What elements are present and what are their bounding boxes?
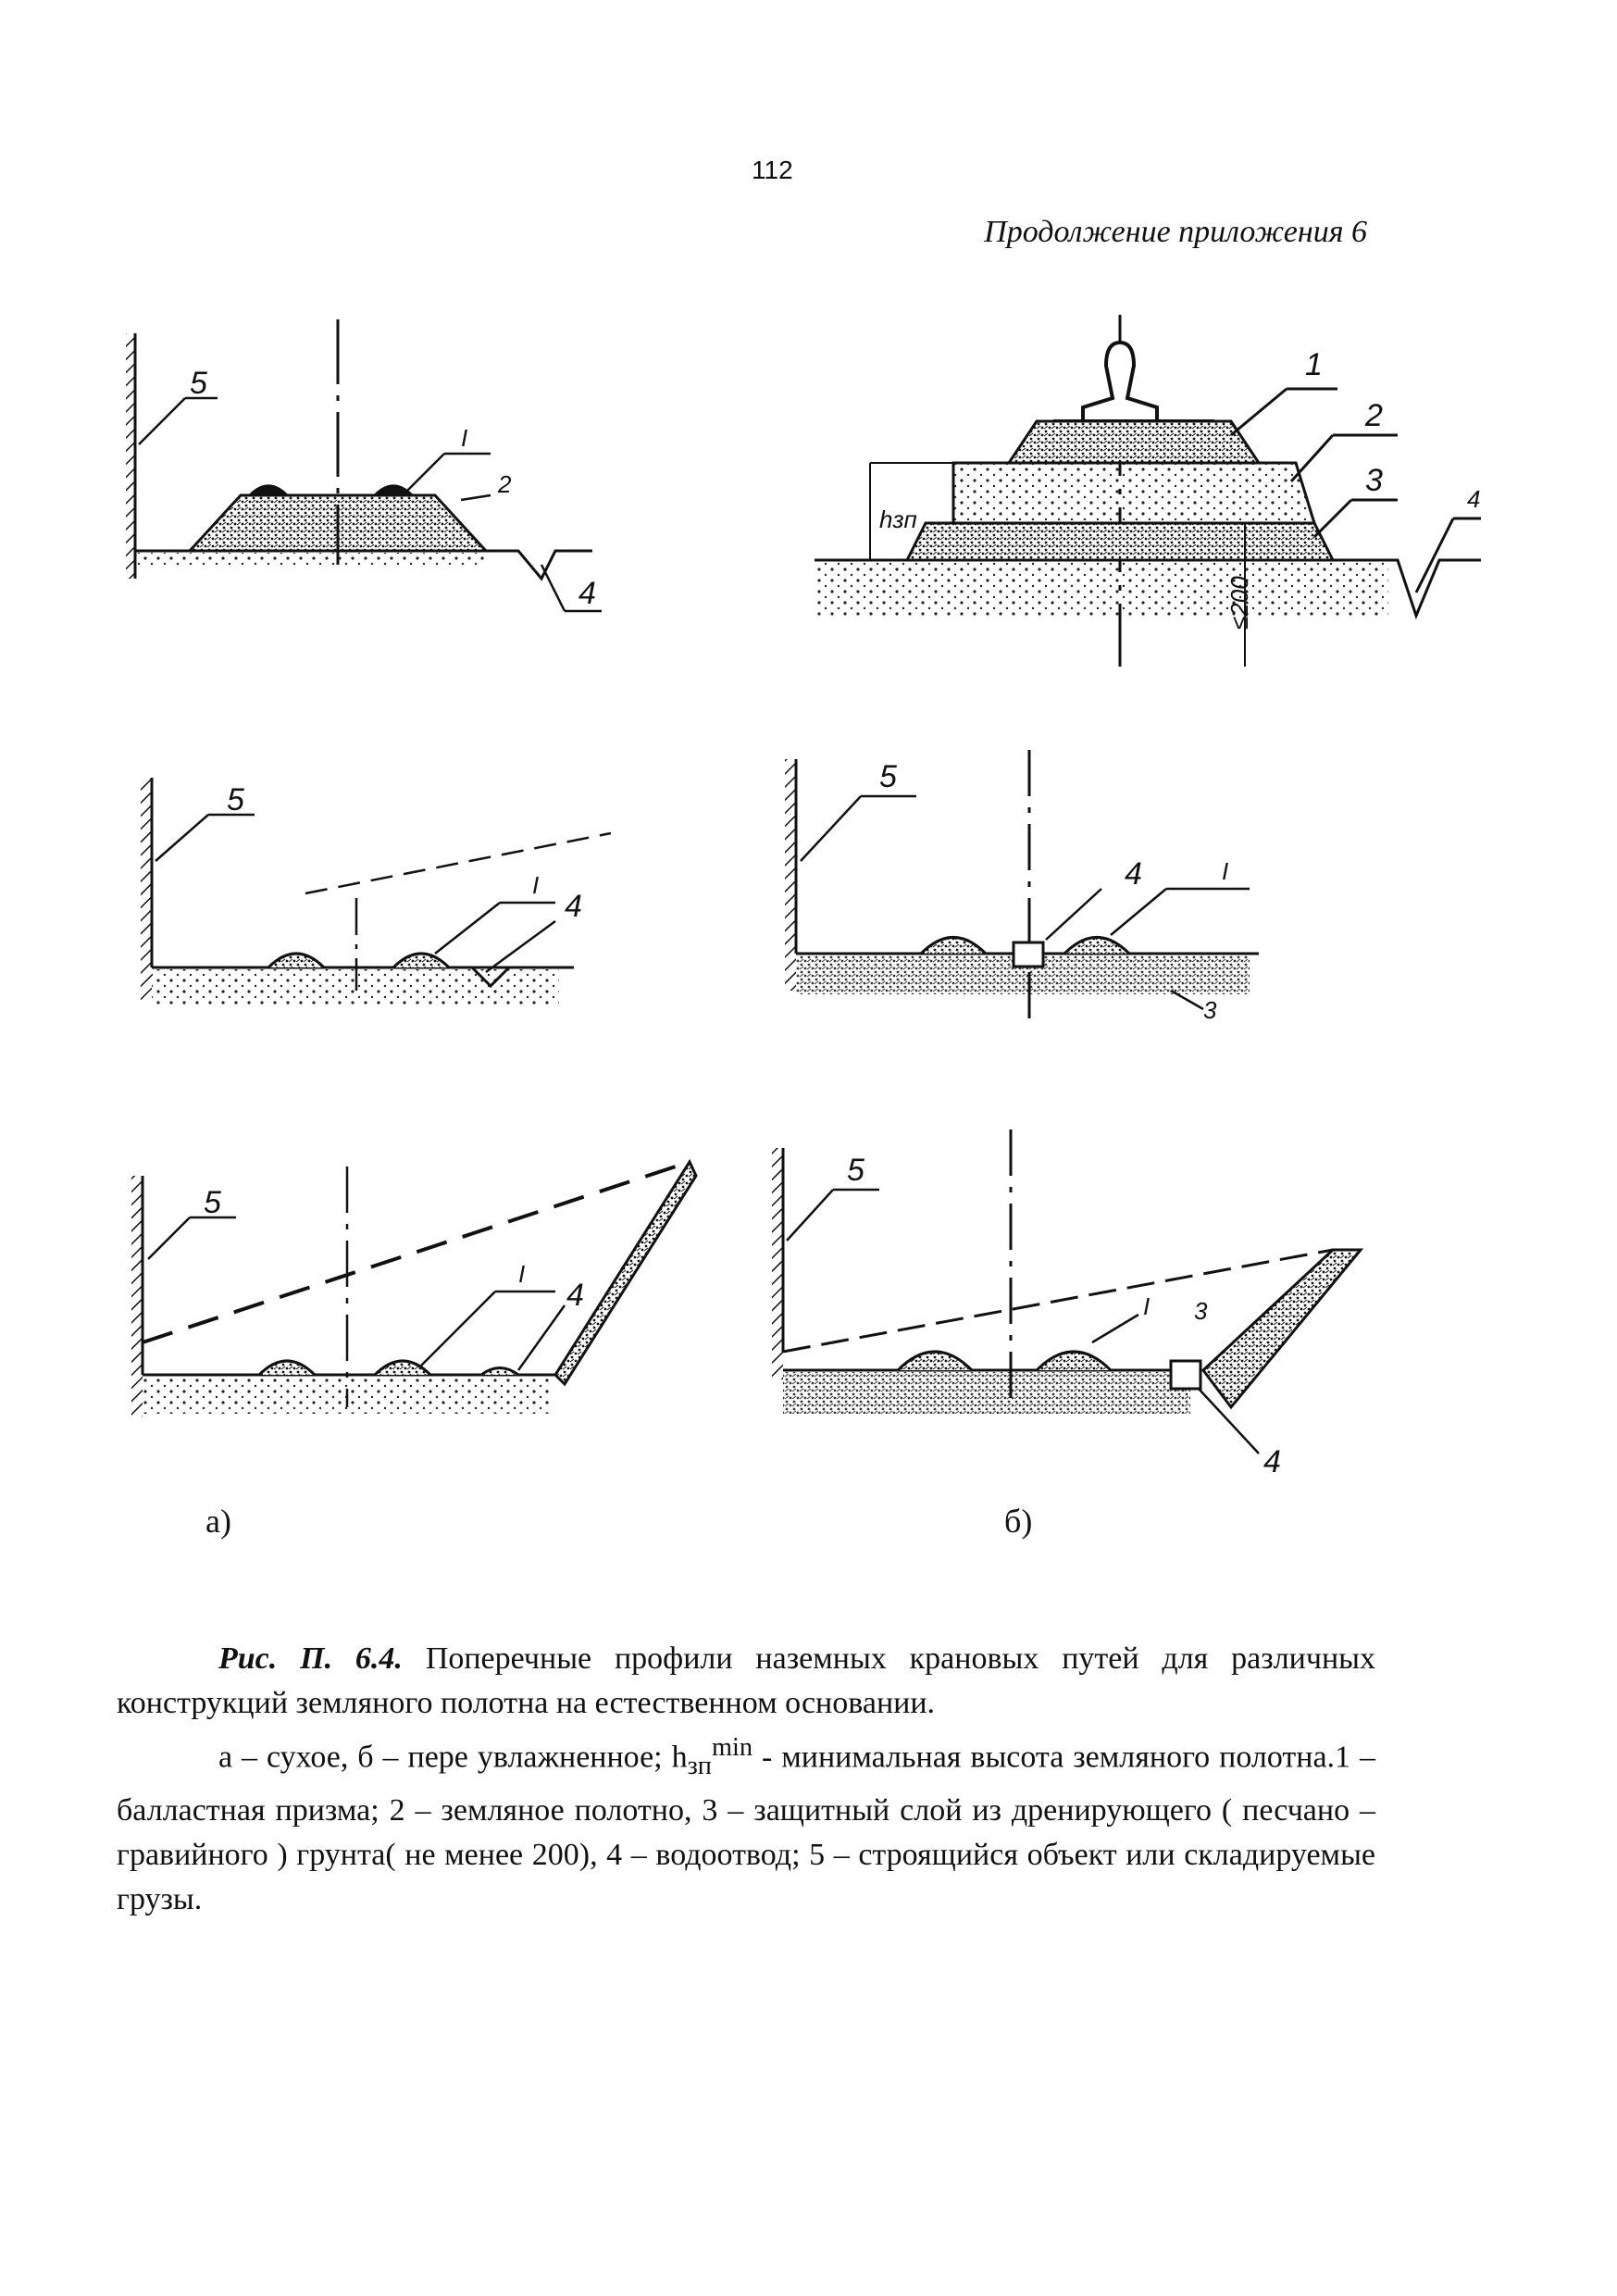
legend-sub: зп [687,1752,712,1781]
diagram-a-bottom [131,1162,696,1416]
legend-sup: min [711,1733,753,1762]
caption-title-paragraph [117,1637,1375,1726]
drain-ditch [486,551,592,579]
callout-3-b-mid: 3 [1203,996,1217,1024]
callout-5-b-bot: 5 [847,1153,864,1188]
callout-4-mid: 4 [565,889,582,924]
callout-5: 5 [190,366,207,401]
callout-5-b-mid: 5 [879,759,897,794]
callout-1-b-mid: I [1222,857,1229,885]
sub-figure-label-b: б) [1004,1503,1033,1540]
legend-prefix: а – сухое, б – пере увлажненное; h [218,1740,688,1775]
diagram-a-middle [141,778,611,1006]
ballast-prism [1009,421,1259,463]
callout-b-4: 4 [1467,485,1481,513]
callout-5-bot: 5 [204,1185,221,1220]
legend-rest: - минимальная высота земляного полотна.1 – балластная призма; 2 – земляное полотно, 3 – защитный слой из дренирующего ( песчано – гравийного ) грунта( не менее 200), 4 – водоотвод; 5 – строящийся объект или складируемые грузы. [117,1740,1376,1917]
diagram-b-middle [785,750,1259,1024]
caption-title: Поперечные профили наземных крановых путей для различных конструкций земляного полотна на естественном основании. [117,1641,1376,1720]
diagram-b-bottom [772,1129,1361,1479]
figure-number: Рис. П. 6.4. [218,1641,403,1676]
callout-4: 4 [578,576,596,611]
callout-2: 2 [498,470,512,498]
callout-3-b-bot: 3 [1194,1297,1208,1325]
callout-5-mid: 5 [227,782,244,817]
callout-4-b-bot: 4 [1263,1444,1281,1479]
callout-1-b-bot: I [1143,1292,1151,1320]
earth-bed [953,463,1314,523]
diagram-b-top [815,315,1481,667]
callout-1-mid: I [532,871,540,899]
callout-4-b-mid: 4 [1125,856,1142,892]
sub-figure-label-a: а) [205,1503,231,1540]
h-label: hзп [879,505,917,533]
diagram-a-top [126,319,602,611]
figure-caption [117,1637,1375,1922]
callout-b-1: 1 [1305,347,1323,382]
callout-b-2: 2 [1365,398,1383,433]
page-number: 112 [752,156,793,184]
caption-legend [117,1726,1375,1922]
drain-ditch-b [1379,560,1481,616]
callout-b-3: 3 [1365,463,1383,498]
protective-layer [907,523,1333,560]
callout-1: I [461,424,468,452]
running-header: Продолжение приложения 6 [984,215,1367,249]
rail-profile [1083,343,1157,426]
callout-1-bot: I [518,1260,526,1288]
dim-200: ≤200 [1225,576,1253,630]
callout-4-bot: 4 [566,1278,584,1313]
